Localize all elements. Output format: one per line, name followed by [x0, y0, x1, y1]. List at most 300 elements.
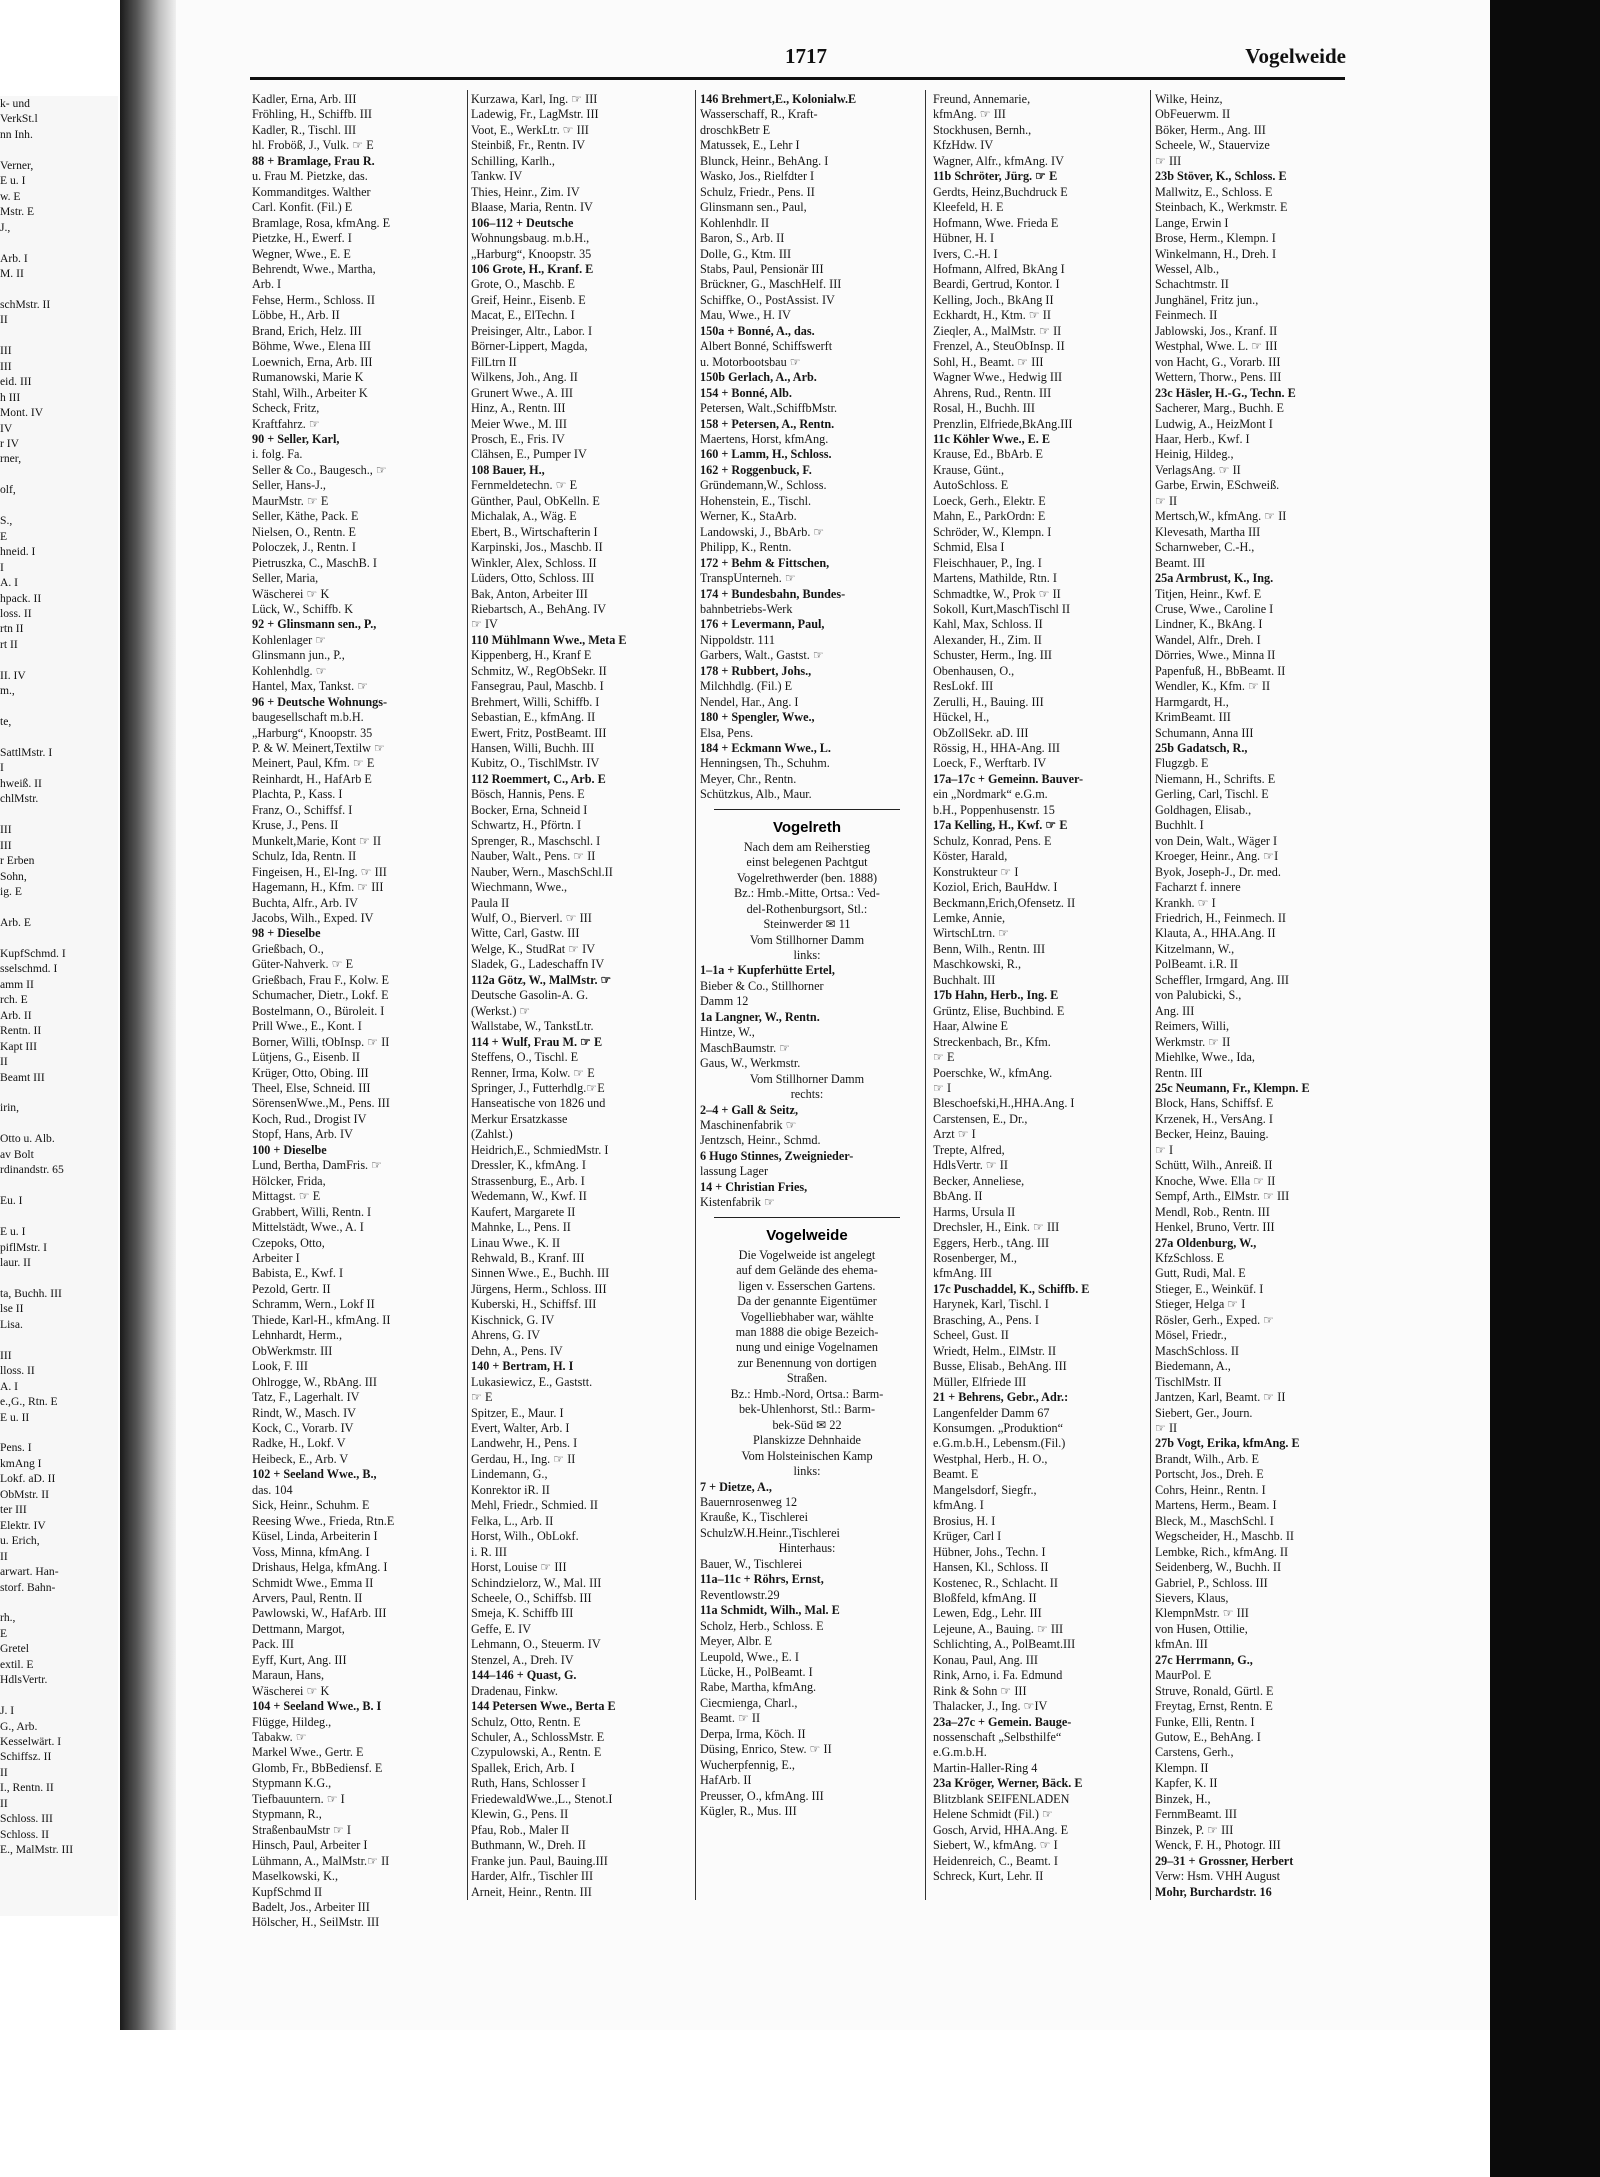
resident-entry: Plachta, P., Kass. I — [252, 787, 343, 802]
street-note-line: zur Benennung von dortigen — [737, 1355, 877, 1370]
resident-entry: Lindner, K., BkAng. I — [1155, 617, 1263, 632]
resident-entry: Leupold, Wwe., E. I — [700, 1649, 799, 1664]
resident-entry: Friedrich, H., Feinmech. II — [1155, 911, 1286, 926]
resident-entry: Paula II — [471, 895, 510, 910]
resident-entry: HafArb. II — [700, 1773, 752, 1788]
left-page-fragment — [0, 96, 118, 1916]
resident-entry: Fehse, Herm., Schloss. II — [252, 292, 375, 307]
left-page-line: III — [0, 823, 12, 837]
resident-entry: Trepte, Alfred, — [933, 1142, 1005, 1157]
left-page-line: hneid. I — [0, 545, 36, 559]
resident-entry: Niemann, H., Schrifts. E — [1155, 771, 1276, 786]
house-number-entry: 144–146 + Quast, G. — [471, 1668, 577, 1683]
resident-entry: Theel, Else, Schneid. III — [252, 1081, 371, 1095]
resident-entry: hl. Froböß, J., Vulk. ☞ E — [252, 138, 374, 153]
resident-entry: Grabbert, Willi, Rentn. I — [252, 1204, 372, 1219]
resident-entry: Wegscheider, H., Maschb. II — [1155, 1529, 1294, 1544]
directory-column-5 — [1155, 92, 1345, 1900]
resident-entry: Martin-Haller-Ring 4 — [933, 1760, 1038, 1775]
left-page-line: ig. E — [0, 885, 22, 899]
left-page-line: II — [0, 1549, 8, 1563]
resident-entry: Köster, Harald, — [933, 849, 1008, 864]
resident-entry: Dettmann, Margot, — [252, 1621, 345, 1636]
resident-entry: Wulf, O., Bierverl. ☞ III — [471, 911, 592, 926]
resident-entry: Lund, Bertha, DamFris. ☞ — [252, 1158, 383, 1173]
resident-entry: Hinsch, Paul, Arbeiter I — [252, 1838, 368, 1853]
resident-entry: KupfSchmd II — [252, 1884, 323, 1899]
resident-entry: Fleischhauer, P., Ing. I — [933, 555, 1042, 570]
resident-entry: Riebartsch, A., BehAng. IV — [471, 601, 607, 616]
street-note-line: Straßen. — [786, 1371, 828, 1386]
resident-entry: Witte, Carl, Gastw. III — [471, 926, 580, 941]
resident-entry: Maraun, Hans, — [252, 1668, 325, 1683]
resident-entry: KfzHdw. IV — [933, 138, 994, 153]
left-page-line: av Bolt — [0, 1147, 34, 1161]
resident-entry: Pietzke, H., Ewerf. I — [252, 231, 352, 246]
resident-entry: TischlMstr. II — [1155, 1374, 1222, 1389]
resident-entry: Schumann, Anna III — [1155, 725, 1254, 740]
resident-entry: Maselkowski, K., — [252, 1869, 338, 1884]
left-page-line: lse II — [0, 1302, 24, 1316]
resident-entry: Wenck, F. H., Photogr. III — [1155, 1838, 1281, 1853]
resident-entry: Kadler, Erna, Arb. III — [252, 92, 357, 106]
resident-entry: Wilkens, Joh., Ang. II — [471, 370, 578, 385]
resident-entry: Ludwig, A., HeizMont I — [1155, 416, 1273, 431]
resident-entry: kfmAn. III — [1155, 1637, 1208, 1652]
resident-entry: Smeja, K. Schiffb III — [471, 1606, 574, 1621]
resident-entry: Lütjens, G., Eisenb. II — [252, 1050, 360, 1065]
resident-entry: Konrektor iR. II — [471, 1482, 550, 1497]
street-note-line: nung und einige Vogelnamen — [735, 1340, 879, 1355]
directory-column-1 — [252, 92, 467, 1931]
resident-entry: Lehnhardt, Herm., — [252, 1328, 343, 1343]
resident-entry: Mau, Wwe., H. IV — [700, 308, 791, 323]
resident-entry: Scheel, Gust. II — [933, 1328, 1009, 1343]
resident-entry: Siebert, Ger., Journ. — [1155, 1405, 1253, 1420]
resident-entry: Arvers, Paul, Rentn. II — [252, 1590, 363, 1605]
resident-entry: Franke jun. Paul, Bauing.III — [471, 1853, 608, 1868]
directory-column-3 — [700, 92, 914, 1819]
left-page-line: laur. II — [0, 1255, 31, 1269]
resident-entry: ObZollSekr. aD. III — [933, 725, 1029, 740]
house-number-entry: 176 + Levermann, Paul, — [700, 617, 825, 632]
resident-entry: Reinhardt, H., HafArb E — [252, 771, 372, 786]
left-page-line: piflMstr. I — [0, 1240, 48, 1254]
resident-entry: Hofmann, Wwe. Frieda E — [933, 215, 1059, 230]
resident-entry: Buthmann, W., Dreh. II — [471, 1838, 586, 1853]
left-page-line: III — [0, 838, 12, 852]
resident-entry: lassung Lager — [700, 1164, 769, 1179]
resident-entry: Lembke, Rich., kfmAng. II — [1155, 1544, 1289, 1559]
resident-entry: Schlichting, A., PolBeamt.III — [933, 1637, 1076, 1652]
resident-entry: Beamt. E — [933, 1467, 979, 1482]
resident-entry: Philipp, K., Rentn. — [700, 540, 792, 555]
left-page-line — [0, 1178, 118, 1193]
resident-entry: Harder, Alfr., Tischler III — [471, 1869, 594, 1884]
resident-entry: Klempn. II — [1155, 1760, 1209, 1775]
resident-entry: Ewert, Fritz, PostBeamt. III — [471, 725, 607, 740]
resident-entry: Lemke, Annie, — [933, 911, 1006, 926]
resident-entry: Stypmann, R., — [252, 1807, 322, 1822]
resident-entry: Hantel, Max, Tankst. ☞ — [252, 679, 369, 694]
resident-entry: Renner, Irma, Kolw. ☞ E — [471, 1065, 595, 1080]
resident-entry: Milchhdlg. (Fil.) E — [700, 679, 793, 694]
resident-entry: Karpinski, Jos., Maschb. II — [471, 540, 603, 555]
resident-entry: Rössig, H., HHA-Ang. III — [933, 741, 1060, 756]
left-page-line: G., Arb. — [0, 1719, 38, 1733]
resident-entry: Reimers, Willi, — [1155, 1019, 1230, 1034]
resident-entry: KrimBeamt. III — [1155, 710, 1231, 725]
street-note-line: Die Vogelweide ist angelegt — [738, 1247, 876, 1262]
header-rule — [250, 77, 1345, 80]
resident-entry: SörensenWwe.,M., Pens. III — [252, 1096, 390, 1111]
resident-entry: Mertsch,W., kfmAng. ☞ II — [1155, 509, 1287, 524]
resident-entry: Glomb, Fr., BbBediensf. E — [252, 1760, 383, 1775]
resident-entry: Clähsen, E., Pumper IV — [471, 447, 587, 462]
resident-entry: Binzek, P. ☞ III — [1155, 1822, 1234, 1837]
house-number-entry: Mohr, Burchardstr. 16 — [1155, 1884, 1272, 1899]
resident-entry: Loeck, F., Werftarb. IV — [933, 756, 1047, 771]
resident-entry: Zieqler, A., MalMstr. ☞ II — [933, 323, 1062, 338]
resident-entry: Hölscher, H., SeilMstr. III — [252, 1915, 380, 1930]
resident-entry: Steinbach, K., Werkmstr. E — [1155, 200, 1288, 215]
left-page-line: Verner, — [0, 158, 34, 172]
resident-entry: Wäscherei ☞ K — [252, 586, 330, 601]
resident-entry: Rink, Arno, i. Fa. Edmund — [933, 1668, 1063, 1683]
resident-entry: Winkler, Alex, Schloss. II — [471, 555, 597, 570]
resident-entry: Blaase, Maria, Rentn. IV — [471, 200, 593, 215]
resident-entry: Radke, H., Lokf. V — [252, 1436, 346, 1451]
resident-entry: Glinsmann sen., Paul, — [700, 200, 807, 215]
resident-entry: Mittagst. ☞ E — [252, 1189, 321, 1204]
left-page-line — [0, 930, 118, 945]
resident-entry: Löbbe, H., Arb. II — [252, 308, 340, 323]
resident-entry: Kadler, R., Tischl. III — [252, 122, 357, 137]
left-page-line: Lokf. aD. II — [0, 1472, 56, 1486]
resident-entry: (Werkst.) ☞ — [471, 1003, 531, 1018]
left-page-line: III — [0, 359, 12, 373]
resident-entry: Martens, Mathilde, Rtn. I — [933, 571, 1057, 586]
resident-entry: Kleefeld, H. E — [933, 200, 1004, 215]
resident-entry: Mahn, E., ParkOrdn: E — [933, 509, 1046, 524]
resident-entry: Winkelmann, H., Dreh. I — [1155, 246, 1277, 261]
resident-entry: Schumacher, Dietr., Lokf. E — [252, 988, 389, 1003]
left-page-line: HdlsVertr. — [0, 1673, 48, 1687]
resident-entry: Gründemann,W., Schloss. — [700, 478, 827, 493]
house-number-entry: 23b Stöver, K., Schloss. E — [1155, 169, 1287, 184]
house-number-entry: 150a + Bonné, A., das. — [700, 323, 815, 338]
house-number-entry: 1–1a + Kupferhütte Ertel, — [700, 963, 835, 978]
resident-entry: MaschSchloss. II — [1155, 1343, 1239, 1358]
resident-entry: Wilke, Heinz, — [1155, 92, 1223, 106]
resident-entry: Klewin, G., Pens. II — [471, 1807, 569, 1822]
resident-entry: Brasching, A., Pens. I — [933, 1312, 1039, 1327]
resident-entry: Fansegrau, Paul, Maschb. I — [471, 679, 604, 694]
left-page-line — [0, 142, 118, 157]
resident-entry: Heibeck, E., Arb. V — [252, 1451, 349, 1466]
resident-entry: Harynek, Karl, Tischl. I — [933, 1297, 1049, 1312]
resident-entry: Grunert Wwe., A. III — [471, 385, 573, 400]
resident-entry: Drishaus, Helga, kfmAng. I — [252, 1560, 388, 1575]
left-page-line: Arb. II — [0, 1008, 32, 1022]
resident-entry: Sebastian, E., kfmAng. II — [471, 710, 596, 725]
house-number-entry: 92 + Glinsmann sen., P., — [252, 617, 377, 632]
resident-entry: Ivers, C.-H. I — [933, 246, 998, 261]
resident-entry: Jürgens, Herm., Schloss. III — [471, 1281, 607, 1296]
resident-entry: Portscht, Jos., Dreh. E — [1155, 1467, 1264, 1482]
resident-entry: Arneit, Heinr., Rentn. III — [471, 1884, 592, 1899]
resident-entry: Meyer, Albr. E — [700, 1634, 772, 1649]
resident-entry: Langenfelder Damm 67 — [933, 1405, 1050, 1420]
resident-entry: Maschkowski, R., — [933, 957, 1022, 972]
resident-entry: Eyff, Kurt, Ang. III — [252, 1652, 347, 1667]
resident-entry: Evert, Walter, Arb. I — [471, 1420, 570, 1435]
resident-entry: StraßenbauMstr ☞ I — [252, 1822, 351, 1837]
resident-entry: Haar, Herb., Kwf. I — [1155, 431, 1250, 446]
resident-entry: Fernmeldetechn. ☞ E — [471, 478, 578, 493]
street-heading: Vogelreth — [772, 818, 842, 836]
resident-entry: Voss, Minna, kfmAng. I — [252, 1544, 370, 1559]
resident-entry: Küsel, Linda, Arbeiterin I — [252, 1529, 378, 1544]
resident-entry: Goldhagen, Elisab., — [1155, 802, 1252, 817]
resident-entry: Harmgardt, H., — [1155, 694, 1229, 709]
left-page-line: ter III — [0, 1503, 27, 1517]
house-number-entry: 184 + Eckmann Wwe., L. — [700, 741, 831, 756]
resident-entry: Rosal, H., Buchh. III — [933, 401, 1035, 416]
resident-entry: Dehn, A., Pens. IV — [471, 1343, 563, 1358]
resident-entry: Arb. I — [252, 277, 282, 292]
resident-entry: Markel Wwe., Gertr. E — [252, 1745, 364, 1760]
resident-entry: Biedemann, A., — [1155, 1359, 1231, 1374]
left-page-line: I., Rentn. II — [0, 1781, 54, 1795]
resident-entry: Krüger, Carl I — [933, 1529, 1002, 1544]
left-page-line: extil. E — [0, 1657, 34, 1671]
resident-entry: Wendler, K., Kfm. ☞ II — [1155, 679, 1271, 694]
resident-entry: Lukasiewicz, E., Gaststt. — [471, 1374, 593, 1389]
resident-entry: von Husen, Ottilie, — [1155, 1621, 1248, 1636]
street-note-line: Vom Stillhorner Damm — [749, 932, 865, 947]
resident-entry: Kügler, R., Mus. III — [700, 1804, 797, 1819]
resident-entry: Garbers, Walt., Gastst. ☞ — [700, 648, 824, 663]
resident-entry: Buchhlt. I — [1155, 818, 1204, 833]
resident-entry: Scheck, Fritz, — [252, 401, 320, 416]
resident-entry: Thiede, Karl-H., kfmAng. II — [252, 1312, 391, 1327]
resident-entry: Schuler, A., SchlossMstr. E — [471, 1730, 605, 1745]
resident-entry: Blitzblank SEIFENLADEN — [933, 1791, 1070, 1806]
left-page-line: k- und — [0, 97, 30, 110]
resident-entry: Wegner, Wwe., E. E — [252, 246, 351, 261]
book-gutter — [120, 0, 176, 2030]
left-page-line: irin, — [0, 1101, 19, 1115]
house-number-entry: 29–31 + Grossner, Herbert — [1155, 1853, 1294, 1868]
street-note-line: Bz.: Hmb.-Nord, Ortsa.: Barm- — [730, 1386, 884, 1401]
resident-entry: FriedewaldWwe.,L., Stenot.I — [471, 1791, 613, 1806]
resident-entry: Derpa, Irma, Köch. II — [700, 1726, 806, 1741]
resident-entry: Cruse, Wwe., Caroline I — [1155, 601, 1274, 616]
resident-entry: Kippenberg, H., Kranf E — [471, 648, 592, 663]
resident-entry: Gosch, Arvid, HHA.Ang. E — [933, 1822, 1069, 1837]
resident-entry: Konsumgen. „Produktion“ — [933, 1420, 1063, 1435]
left-page-line: E — [0, 1626, 8, 1640]
resident-entry: Mallwitz, E., Schloss. E — [1155, 184, 1273, 199]
left-page-line: Lisa. — [0, 1317, 23, 1331]
house-number-entry: 112a Götz, W., MalMstr. ☞ — [471, 972, 612, 987]
resident-entry: Haar, Alwine E — [933, 1019, 1008, 1034]
resident-entry: Wucherpfennig, E., — [700, 1757, 795, 1772]
resident-entry: Grüntz, Elise, Buchbind. E — [933, 1003, 1065, 1018]
resident-entry: Ohlrogge, W., RbAng. III — [252, 1374, 377, 1389]
resident-entry: von Dein, Walt., Wäger I — [1155, 833, 1278, 848]
left-page-line — [0, 235, 118, 250]
resident-entry: Seller, Maria, — [252, 571, 319, 586]
resident-entry: Spitzer, E., Maur. I — [471, 1405, 564, 1420]
resident-entry: Deutsche Gasolin-A. G. — [471, 988, 589, 1003]
resident-entry: Prenzlin, Elfriede,BkAng.III — [933, 416, 1073, 431]
street-note-line: bek-Uhlenhorst, Stl.: Barm- — [738, 1402, 876, 1417]
resident-entry: Hagemann, H., Kfm. ☞ III — [252, 880, 384, 895]
resident-entry: Hintze, W., — [700, 1025, 755, 1040]
resident-entry: i. folg. Fa. — [252, 447, 303, 462]
house-number-entry: 14 + Christian Fries, — [700, 1179, 808, 1194]
resident-entry: Reventlowstr.29 — [700, 1587, 780, 1602]
resident-entry: Böhme, Wwe., Elena III — [252, 339, 371, 354]
resident-entry: Ladewig, Fr., LagMstr. III — [471, 107, 599, 122]
house-number-entry: 17a Kelling, H., Kwf. ☞ E — [933, 818, 1068, 833]
resident-entry: Sacherer, Marg., Buchh. E — [1155, 401, 1284, 416]
resident-entry: Müller, Elfriede III — [933, 1374, 1027, 1389]
house-number-entry: 88 + Bramlage, Frau R. — [252, 153, 375, 168]
resident-entry: Krzenek, H., VersAng. I — [1155, 1111, 1273, 1126]
resident-entry: Bösch, Hannis, Pens. E — [471, 787, 585, 802]
resident-entry: baugesellschaft m.b.H. — [252, 710, 364, 725]
directory-column-2 — [471, 92, 690, 1900]
resident-entry: Schwartz, H., Pförtn. I — [471, 818, 582, 833]
resident-entry: das. 104 — [252, 1482, 293, 1497]
house-number-entry: 104 + Seeland Wwe., B. I — [252, 1699, 382, 1714]
house-number-entry: 114 + Wulf, Frau M. ☞ E — [471, 1034, 603, 1049]
left-page-line: VerkSt.l — [0, 112, 38, 126]
resident-entry: Krüger, Otto, Obing. III — [252, 1065, 369, 1080]
resident-entry: Lücke, H., PolBeamt. I — [700, 1664, 813, 1679]
resident-entry: Damm 12 — [700, 994, 749, 1009]
resident-entry: Merkur Ersatzkasse — [471, 1111, 568, 1126]
resident-entry: Look, F. III — [252, 1359, 308, 1374]
resident-entry: Kostenec, R., Schlacht. II — [933, 1575, 1058, 1590]
resident-entry: Lewen, Edg., Lehr. III — [933, 1606, 1042, 1621]
resident-entry: Stieger, E., Weinküf. I — [1155, 1281, 1264, 1296]
resident-entry: Grießbach, O., — [252, 941, 324, 956]
left-page-line: rtn II — [0, 622, 24, 636]
resident-entry: Konau, Paul, Ang. III — [933, 1652, 1038, 1667]
resident-entry: Springer, J., Futterhdlg.☞E — [471, 1081, 605, 1095]
resident-entry: ResLokf. III — [933, 679, 994, 694]
resident-entry: Rehwald, B., Kranf. III — [471, 1250, 585, 1265]
left-page-line — [0, 1116, 118, 1131]
resident-entry: Kroeger, Heinr., Ang. ☞I — [1155, 849, 1279, 864]
resident-entry: droschkBetr E — [700, 122, 771, 137]
resident-entry: Junghänel, Fritz jun., — [1155, 292, 1259, 307]
resident-entry: Pezold, Gertr. II — [252, 1281, 331, 1296]
resident-entry: Seller & Co., Baugesch., ☞ — [252, 462, 387, 477]
resident-entry: Drechsler, H., Eink. ☞ III — [933, 1220, 1060, 1235]
resident-entry: Zerulli, H., Bauing. III — [933, 694, 1044, 709]
resident-entry: Krause, Günt., — [933, 462, 1005, 477]
left-page-line: II — [0, 1796, 8, 1810]
resident-entry: Beckmann,Erich,Ofensetz. II — [933, 895, 1076, 910]
resident-entry: kfmAng. III — [933, 1266, 992, 1281]
page-header — [250, 40, 1345, 80]
resident-entry: Struve, Ronald, Gürtl. E — [1155, 1683, 1274, 1698]
resident-entry: Krauße, K., Tischlerei — [700, 1510, 808, 1525]
resident-entry: Kohlenhdlg. ☞ — [252, 663, 327, 678]
resident-entry: Fröhling, H., Schiffb. III — [252, 107, 372, 122]
left-page-line: olf, — [0, 483, 16, 497]
resident-entry: Munkelt,Marie, Kont ☞ II — [252, 833, 382, 848]
resident-entry: Klevesath, Martha III — [1155, 524, 1261, 539]
left-page-line: rdinandstr. 65 — [0, 1163, 64, 1177]
resident-entry: Beamt. ☞ II — [700, 1711, 760, 1726]
house-number-entry: 172 + Behm & Fittschen, — [700, 555, 830, 570]
left-page-line: kmAng I — [0, 1456, 42, 1470]
house-number-entry: 27a Oldenburg, W., — [1155, 1235, 1257, 1250]
resident-entry: Nendel, Har., Ang. I — [700, 694, 799, 709]
house-number-entry: 144 Petersen Wwe., Berta E — [471, 1699, 616, 1714]
resident-entry: Loeck, Gerh., Elektr. E — [933, 493, 1046, 508]
resident-entry: Lehmann, O., Steuerm. IV — [471, 1637, 601, 1652]
resident-entry: Eggers, Herb., tAng. III — [933, 1235, 1050, 1250]
resident-entry: P. & W. Meinert,Textilw ☞ — [252, 741, 385, 756]
resident-entry: HdlsVertr. ☞ II — [933, 1158, 1008, 1173]
left-page-line — [0, 1595, 118, 1610]
resident-entry: Krankh. ☞ I — [1155, 895, 1216, 910]
street-note-line: Hinterhaus: — [778, 1541, 836, 1556]
resident-entry: Horst, Louise ☞ III — [471, 1560, 567, 1575]
left-page-line — [0, 467, 118, 482]
left-page-line: rch. E — [0, 993, 28, 1007]
house-number-entry: 11a–11c + Röhrs, Ernst, — [700, 1572, 824, 1587]
resident-entry: ein „Nordmark“ e.G.m. — [933, 787, 1048, 802]
left-page-line: SattlMstr. I — [0, 746, 53, 760]
resident-entry: Kraftfahrz. ☞ — [252, 416, 320, 431]
left-page-line — [0, 699, 118, 714]
left-page-line — [0, 1270, 118, 1285]
street-note-line: links: — [793, 1464, 821, 1479]
resident-entry: Petersen, Walt.,SchiffbMstr. — [700, 401, 838, 416]
scan-bottom-margin — [0, 2030, 1490, 2177]
scanner-dark-edge — [1490, 0, 1600, 2177]
resident-entry: Voot, E., WerkLtr. ☞ III — [471, 122, 589, 137]
resident-entry: Kischnick, G. IV — [471, 1312, 555, 1327]
resident-entry: Carstensen, E., Dr., — [933, 1111, 1028, 1126]
resident-entry: Werner, K., StaArb. — [700, 509, 797, 524]
resident-entry: Schindzielorz, W., Mal. III — [471, 1575, 602, 1590]
column-divider — [467, 90, 468, 1900]
resident-entry: Wasserschaff, R., Kraft- — [700, 107, 818, 122]
resident-entry: Schulz, Otto, Rentn. E — [471, 1714, 581, 1729]
resident-entry: Schulz, Konrad, Pens. E — [933, 833, 1052, 848]
resident-entry: Hölcker, Frida, — [252, 1173, 326, 1188]
resident-entry: Dolle, G., Ktm. III — [700, 246, 792, 261]
resident-entry: Bocker, Erna, Schneid I — [471, 802, 588, 817]
resident-entry: Gerdts, Heinz,Buchdruck E — [933, 184, 1068, 199]
house-number-entry: 102 + Seeland Wwe., B., — [252, 1467, 377, 1482]
left-page-line — [0, 1425, 118, 1440]
resident-entry: Stabs, Paul, Pensionär III — [700, 261, 824, 276]
resident-entry: Kohlenlager ☞ — [252, 632, 327, 647]
resident-entry: Poerschke, W., kfmAng. — [933, 1065, 1053, 1080]
resident-entry: Arzt ☞ I — [933, 1127, 976, 1142]
resident-entry: Greif, Heinr., Eisenb. E — [471, 292, 586, 307]
